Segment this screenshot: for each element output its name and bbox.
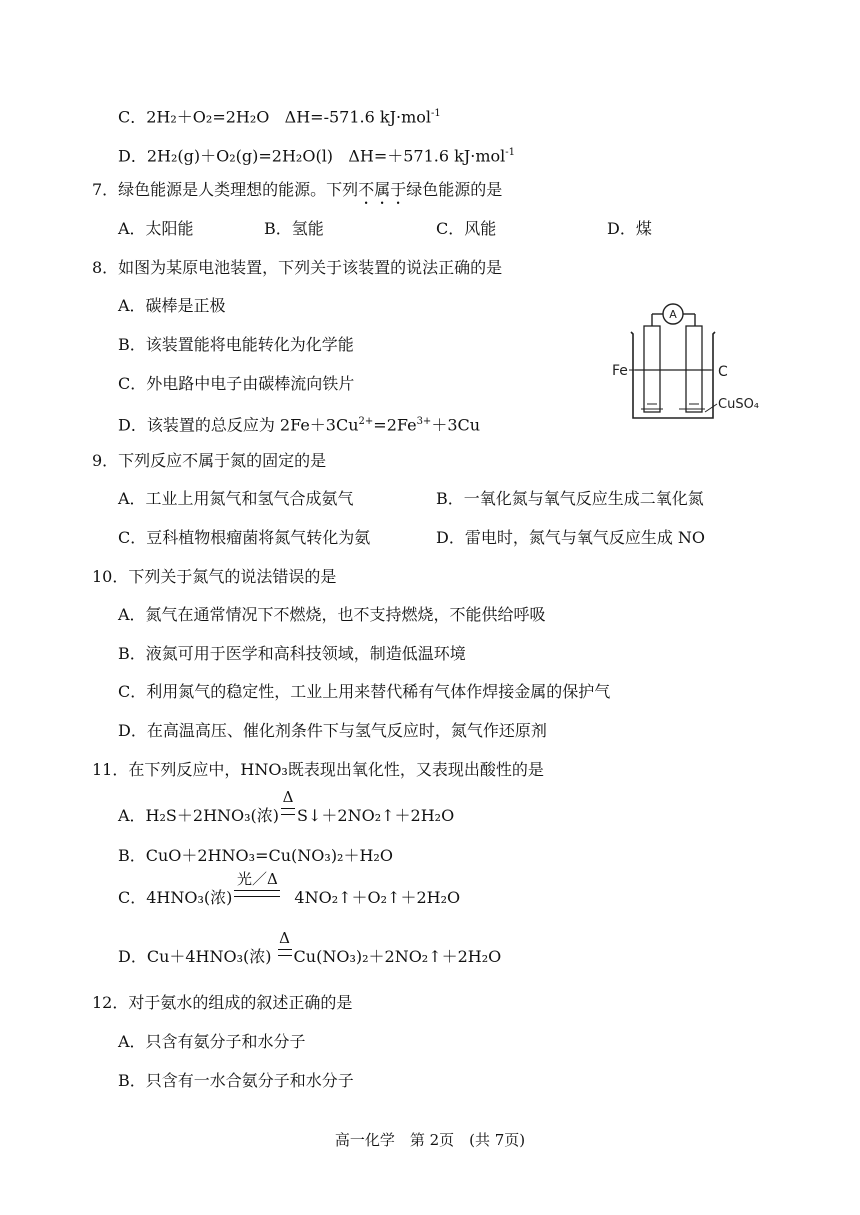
carbon-electrode <box>686 326 702 412</box>
option-d-prev: D．2H₂(g)＋O₂(g)=2H₂O(l) ΔH=＋571.6 kJ·mol$^{-1}$ <box>118 146 516 166</box>
heat-equals-sign: Δ <box>278 949 292 962</box>
emphasis-text: 不属于 <box>358 180 407 199</box>
option-a: A．氮气在通常情况下不燃烧，也不支持燃烧，不能供给呼吸 <box>118 605 546 624</box>
page-footer: 高一化学 第 2页 (共 7页) <box>334 1131 526 1149</box>
option-c-prev: C．2H₂＋O₂=2H₂O ΔH=-571.6 kJ·mol$^{-1}$ <box>118 107 441 127</box>
iron-electrode <box>644 326 660 412</box>
question-10-stem: 10．下列关于氮气的说法错误的是 <box>92 567 337 586</box>
option-a: A．太阳能 <box>118 219 194 238</box>
option-a: A．碳棒是正极 <box>118 296 226 315</box>
galvanic-cell-diagram <box>605 296 780 431</box>
heat-equals-sign: Δ <box>281 808 295 821</box>
option-c: C．豆科植物根瘤菌将氮气转化为氨 <box>118 528 371 547</box>
fe-label: Fe <box>612 363 628 379</box>
option-b: B．CuO＋2HNO₃=Cu(NO₃)₂＋H₂O <box>118 846 393 865</box>
cuso4-label: CuSO₄ <box>718 397 760 412</box>
option-b: B．氢能 <box>264 219 324 238</box>
option-d: D．该装置的总反应为 $2Fe+3Cu^{2+}=2Fe^{3+}+3Cu$ <box>118 415 481 435</box>
option-b: B．该装置能将电能转化为化学能 <box>118 335 354 354</box>
ammeter-label: A <box>669 308 677 321</box>
question-9-stem: 9．下列反应不属于氮的固定的是 <box>92 451 327 470</box>
option-d: D．Cu＋4HNO₃(浓) Δ Cu(NO₃)₂＋2NO₂↑＋2H₂O <box>118 929 502 966</box>
option-c: C．4HNO₃(浓) 光／Δ 4NO₂↑＋O₂↑＋2H₂O <box>118 870 461 907</box>
question-12-stem: 12．对于氨水的组成的叙述正确的是 <box>92 993 353 1012</box>
question-11-stem: 11．在下列反应中，HNO₃既表现出氧化性，又表现出酸性的是 <box>92 760 544 779</box>
option-b: B．液氮可用于医学和高科技领域，制造低温环境 <box>118 644 466 663</box>
option-d: D．在高温高压、催化剂条件下与氢气反应时，氮气作还原剂 <box>118 721 547 740</box>
question-7-stem: 7．绿色能源是人类理想的能源。下列不属于绿色能源的是 <box>92 180 503 199</box>
c-label: C <box>718 364 728 380</box>
option-c: C．外电路中电子由碳棒流向铁片 <box>118 374 355 393</box>
option-a: A．只含有氨分子和水分子 <box>118 1032 306 1051</box>
option-a: A．H₂S＋2HNO₃(浓) Δ S↓＋2NO₂↑＋2H₂O <box>118 788 455 825</box>
option-a: A．工业上用氮气和氢气合成氨气 <box>118 489 354 508</box>
option-d: D．雷电时，氮气与氧气反应生成 NO <box>436 528 706 547</box>
option-b: B．一氧化氮与氧气反应生成二氧化氮 <box>436 489 704 508</box>
option-d: D．煤 <box>607 219 652 238</box>
option-c: C．风能 <box>436 219 497 238</box>
question-8-stem: 8．如图为某原电池装置，下列关于该装置的说法正确的是 <box>92 258 503 277</box>
light-heat-equals-sign: 光／Δ <box>234 890 280 903</box>
option-b: B．只含有一水合氨分子和水分子 <box>118 1071 354 1090</box>
option-c: C．利用氮气的稳定性，工业上用来替代稀有气体作焊接金属的保护气 <box>118 682 611 701</box>
